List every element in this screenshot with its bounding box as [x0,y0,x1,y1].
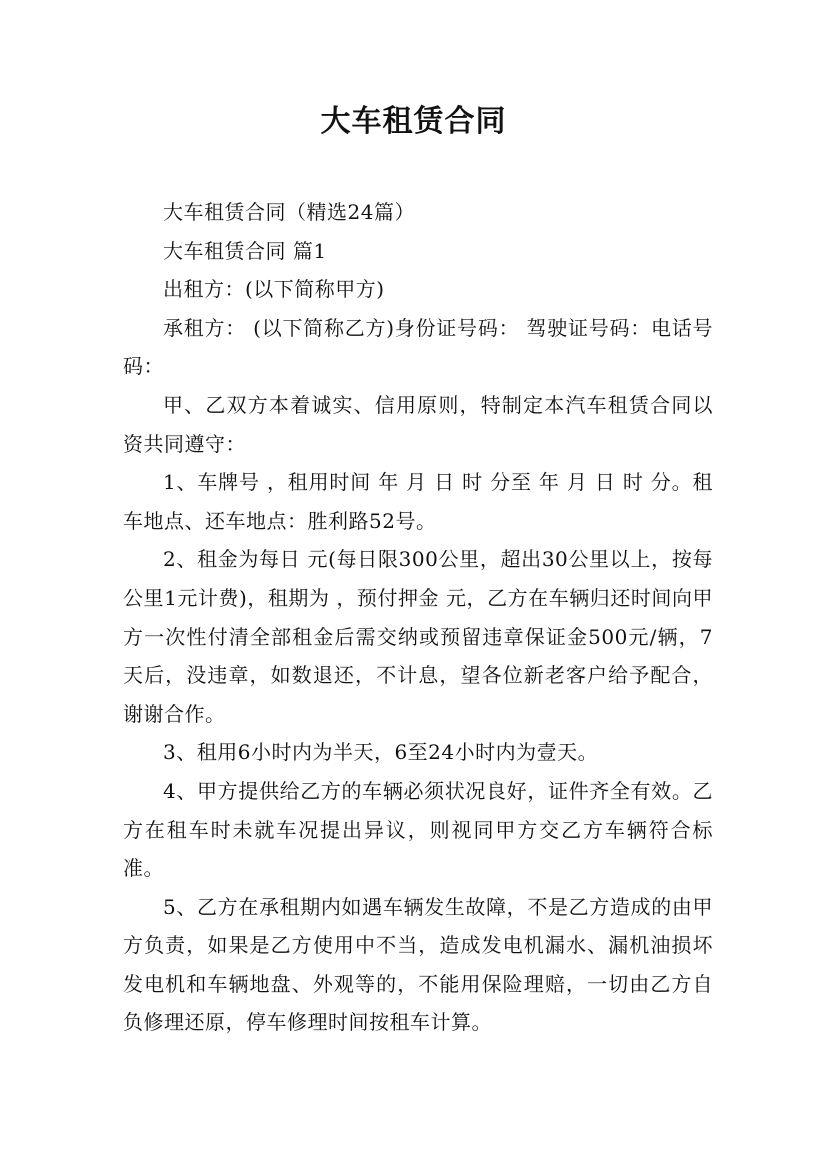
clause-3: 3、租用6小时内为半天，6至24小时内为壹天。 [163,740,599,765]
paragraph-lessor: 出租方：(以下简称甲方) [163,277,385,302]
clause-4: 4、甲方提供给乙方的车辆必须状况良好，证件齐全有效。乙方在租车时未就车况提出异议，则视同甲方交乙方车辆符合标准。 [123,778,713,881]
document-body [123,193,713,1042]
paragraph-lessee: 承租方： (以下简称乙方)身份证号码： 驾驶证号码：电话号码： [123,315,713,379]
paragraph-subtitle: 大车租赁合同（精选24篇） [163,200,415,224]
paragraph-preamble: 甲、乙双方本着诚实、信用原则，特制定本汽车租赁合同以资共同遵守： [123,392,713,456]
clause-5: 5、乙方在承租期内如遇车辆发生故障，不是乙方造成的由甲方负责，如果是乙方使用中不当，造成发电机漏水、漏机油损坏发电机和车辆地盘、外观等的，不能用保险理赔，一切由乙方自负修理还原，停车修理时间按租车计算。 [123,894,713,1035]
paragraph-section-heading: 大车租赁合同 篇1 [163,238,327,263]
clause-2: 2、租金为每日 元(每日限300公里，超出30公里以上，按每公里1元计费)，租期为 ，预付押金 元，乙方在车辆归还时间向甲方一次性付清全部租金后需交纳或预留违章保证金500元/辆，7天后，没违章，如数退还，不计息，望各位新老客户给予配合，谢谢合作。 [123,547,713,726]
document-title: 大车租赁合同 [320,104,507,139]
clause-1: 1、车牌号 ，租用时间 年 月 日 时 分至 年 月 日 时 分。租车地点、还车地点：胜利路52号。 [123,470,713,533]
